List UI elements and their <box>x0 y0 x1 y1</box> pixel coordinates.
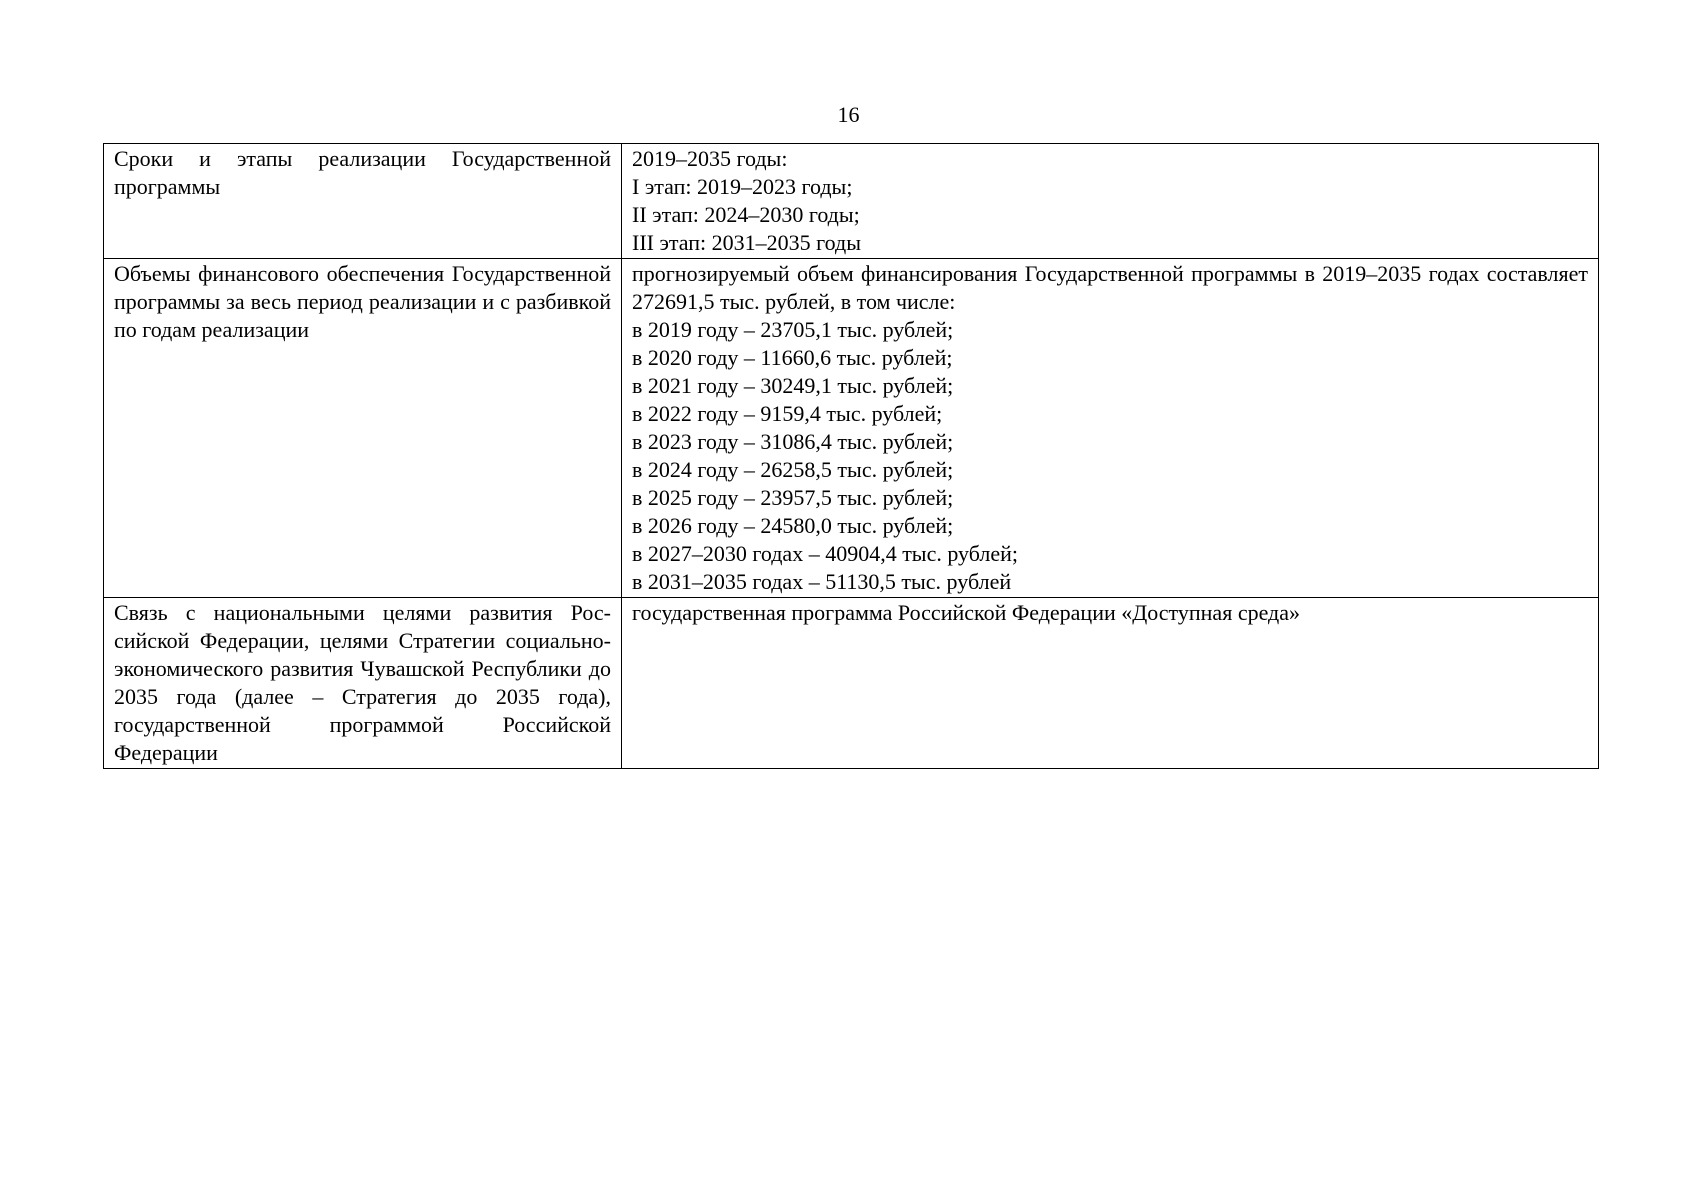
goals-link-value: государственная программа Российской Федерации «Доступная среда» <box>622 598 1599 769</box>
terms-line: III этап: 2031–2035 годы <box>632 230 861 255</box>
funding-year-line: в 2021 году – 30249,1 тыс. рублей; <box>632 373 954 398</box>
terms-line: 2019–2035 годы: <box>632 146 788 171</box>
terms-line: II этап: 2024–2030 годы; <box>632 202 860 227</box>
terms-value <box>622 144 1599 259</box>
program-passport-table <box>103 143 1599 769</box>
table-row-goals-link <box>104 598 1599 769</box>
goals-link-label: Связь с национальными целями развития Российской Федерации, целями Стратегии социально-экономического развития Чувашской Республики до 2035 года (далее – Стратегия до 2035 года), государственной программой Российской Федерации <box>104 598 622 769</box>
funding-year-line: в 2027–2030 годах – 40904,4 тыс. рублей; <box>632 541 1019 566</box>
funding-year-line: в 2023 году – 31086,4 тыс. рублей; <box>632 429 954 454</box>
funding-year-line: в 2024 году – 26258,5 тыс. рублей; <box>632 457 954 482</box>
funding-year-line: в 2020 году – 11660,6 тыс. рублей; <box>632 345 953 370</box>
table-row-funding <box>104 259 1599 598</box>
funding-year-line: в 2022 году – 9159,4 тыс. рублей; <box>632 401 943 426</box>
funding-value <box>622 259 1599 598</box>
funding-label: Объемы финансового обеспечения Государственной программы за весь период реализации и с разбивкой по годам реализации <box>104 259 622 598</box>
table-row-terms <box>104 144 1599 259</box>
funding-year-line: в 2019 году – 23705,1 тыс. рублей; <box>632 317 954 342</box>
funding-year-line: в 2025 году – 23957,5 тыс. рублей; <box>632 485 954 510</box>
terms-label: Сроки и этапы реализации Государственной программы <box>104 144 622 259</box>
funding-intro: прогнозируемый объем финансирования Государственной программы в 2019–2035 годах составляет 272691,5 тыс. рублей, в том числе: <box>632 261 1588 314</box>
funding-year-line: в 2031–2035 годах – 51130,5 тыс. рублей <box>632 569 1012 594</box>
terms-line: I этап: 2019–2023 годы; <box>632 174 853 199</box>
funding-year-line: в 2026 году – 24580,0 тыс. рублей; <box>632 513 954 538</box>
page-number: 16 <box>837 102 860 127</box>
